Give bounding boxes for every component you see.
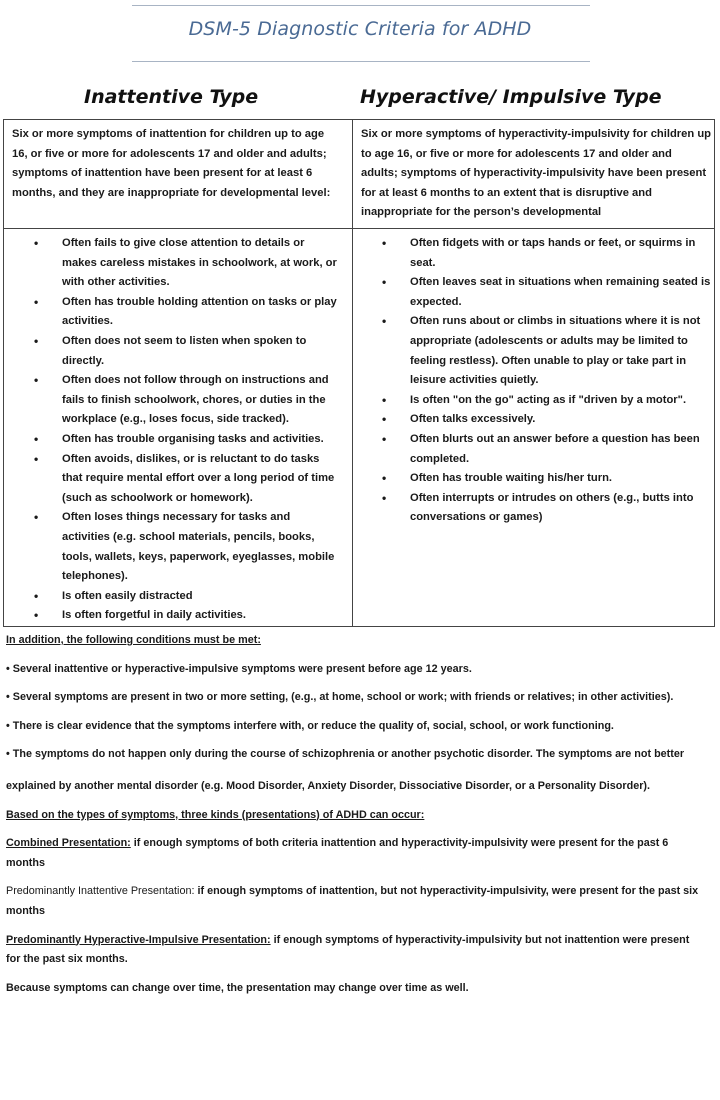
criteria-table — [3, 119, 715, 627]
table-divider-vertical — [352, 120, 353, 626]
table-divider-horizontal — [4, 228, 714, 229]
list-item: • Often interrupts or intrudes on others (e.g., butts into conversations or games) — [382, 489, 712, 528]
list-item: • Often fidgets with or taps hands or feet, or squirms in seat. — [382, 234, 712, 273]
additional-heading: In addition, the following conditions must be met: — [6, 634, 261, 646]
additional-conditions-section — [6, 631, 706, 998]
list-item: • Is often "on the go" acting as if "driven by a motor". — [382, 391, 712, 411]
list-item: • Often does not seem to listen when spoken to directly. — [34, 332, 339, 371]
list-item: • Often runs about or climbs in situations where it is not appropriate (adolescents or adults may be limited to feeling restless). Often unable to play or take part in leisure activities quietly. — [382, 312, 712, 390]
inattentive-presentation — [6, 882, 706, 921]
combined-presentation — [6, 834, 706, 873]
list-item: • Often blurts out an answer before a question has been completed. — [382, 430, 712, 469]
list-item: • Often fails to give close attention to details or makes careless mistakes in schoolwork, at work, or with other activities. — [34, 234, 339, 293]
list-item: • Often avoids, dislikes, or is reluctant to do tasks that require mental effort over a long period of time (such as schoolwork or homework). — [34, 450, 339, 509]
inattentive-symptom-list — [34, 234, 339, 626]
hyperactive-presentation-label: Predominantly Hyperactive-Impulsive Presentation: — [6, 933, 271, 946]
list-item: • Often has trouble holding attention on tasks or play activities. — [34, 293, 339, 332]
inattentive-presentation-text: if enough symptoms of inattention, but not hyperactivity-impulsivity, were present for the past six months — [6, 885, 699, 917]
condition-continuation: explained by another mental disorder (e.g. Mood Disorder, Anxiety Disorder, Dissociative Disorder, or a Personality Disorder). — [6, 779, 650, 792]
list-item: • Often does not follow through on instructions and fails to finish schoolwork, chores, or duties in the workplace (e.g., loses focus, side tracked). — [34, 371, 339, 430]
condition-item: • Several symptoms are present in two or more setting, (e.g., at home, school or work; with friends or relatives; in other activities). — [6, 691, 674, 704]
closing-note: Because symptoms can change over time, the presentation may change over time as well. — [6, 981, 469, 994]
list-item: • Is often easily distracted — [34, 587, 339, 607]
hyperactive-presentation-text: if enough symptoms of hyperactivity-impulsivity but not inattention were present for the past six months. — [6, 933, 690, 966]
condition-item: • There is clear evidence that the symptoms interfere with, or reduce the quality of, social, school, or work functioning. — [6, 719, 614, 732]
list-item: • Often loses things necessary for tasks and activities (e.g. school materials, pencils, books, tools, wallets, keys, paperwork, eyeglasses, mobile telephones). — [34, 508, 339, 586]
combined-text: if enough symptoms of both criteria inattention and hyperactivity-impulsivity were present for the past 6 months — [6, 837, 669, 869]
condition-item: • Several inattentive or hyperactive-impulsive symptoms were present before age 12 years. — [6, 662, 472, 675]
list-item: • Often talks excessively. — [382, 410, 712, 430]
condition-item: • The symptoms do not happen only during the course of schizophrenia or another psychotic disorder. The symptoms are not better — [6, 748, 685, 761]
title-rule-bottom — [132, 61, 590, 62]
hyperactive-heading: Hyperactive/ Impulsive Type — [360, 86, 662, 108]
list-item: • Often leaves seat in situations when remaining seated is expected. — [382, 273, 712, 312]
hyperactive-intro: Six or more symptoms of hyperactivity-impulsivity for children up to age 16, or five or more for adolescents 17 and older and adults; symptoms of hyperactivity-impulsivity have been present for at least 6 months to an extent that is disruptive and inappropriate for the person’s developmental — [361, 128, 711, 219]
hyperactive-symptom-list — [382, 234, 712, 528]
hyperactive-presentation — [6, 931, 706, 970]
inattentive-intro: Six or more symptoms of inattention for children up to age 16, or five or more for adolescents 17 and older and adults; symptoms of inattention have been present for at least 6 months, and they are inappropriate for developmental level: — [12, 128, 331, 199]
title-rule-top — [132, 5, 590, 6]
list-item: • Often has trouble waiting his/her turn. — [382, 469, 712, 489]
list-item: • Is often forgetful in daily activities. — [34, 606, 339, 626]
document-title: DSM-5 Diagnostic Criteria for ADHD — [188, 18, 532, 40]
presentations-heading: Based on the types of symptoms, three kinds (presentations) of ADHD can occur: — [6, 808, 425, 821]
inattentive-heading: Inattentive Type — [84, 86, 259, 108]
combined-label: Combined Presentation: — [6, 837, 131, 850]
inattentive-presentation-label: Predominantly Inattentive Presentation: — [6, 885, 195, 898]
list-item: • Often has trouble organising tasks and activities. — [34, 430, 339, 450]
